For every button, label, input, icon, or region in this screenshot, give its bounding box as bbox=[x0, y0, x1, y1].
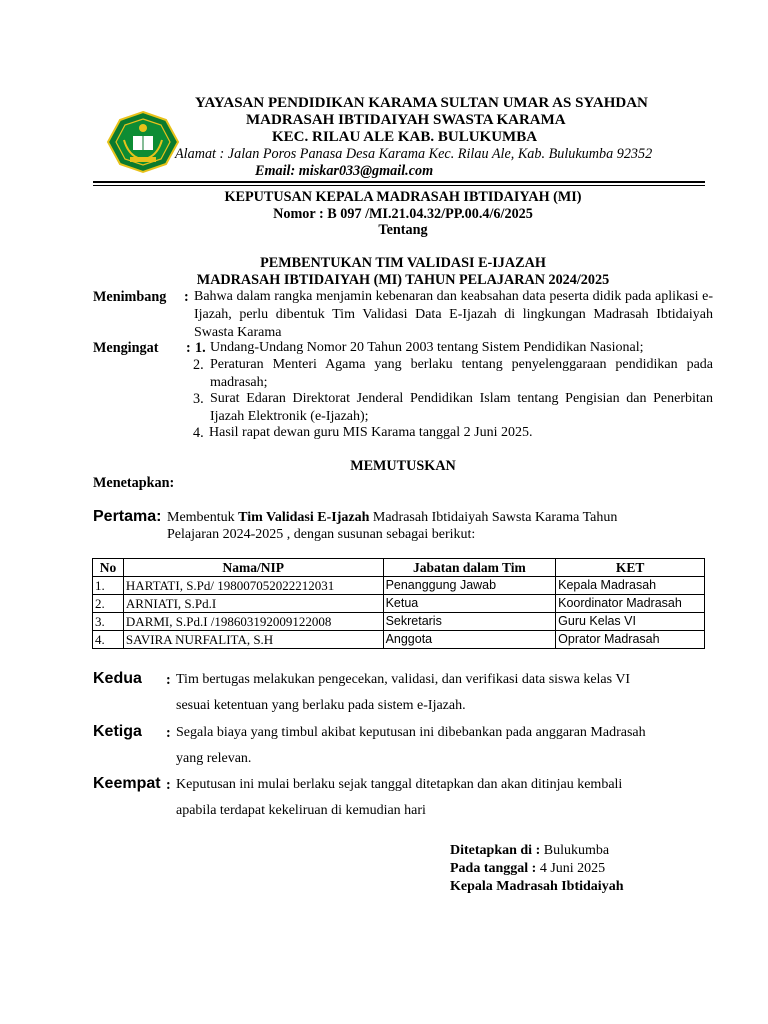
madrasah-name: MADRASAH IBTIDAIYAH SWASTA KARAMA bbox=[246, 112, 566, 128]
cell-no: 3. bbox=[93, 613, 124, 631]
pertama-line-1 bbox=[167, 510, 617, 526]
decree-subject-1: PEMBENTUKAN TIM VALIDASI E-IJAZAH bbox=[260, 255, 546, 271]
mengingat-label: Mengingat bbox=[93, 340, 159, 356]
cell-no: 1. bbox=[93, 577, 124, 595]
pertama-post: Madrasah Ibtidaiyah Sawsta Karama Tahun bbox=[372, 510, 618, 525]
keempat-line-1: Keputusan ini mulai berlaku sejak tanggal ditetapkan dan akan ditinjau kembali bbox=[176, 777, 623, 792]
district-name: KEC. RILAU ALE KAB. BULUKUMBA bbox=[272, 129, 538, 145]
table-row bbox=[93, 631, 705, 649]
header-rule-thick bbox=[93, 181, 705, 183]
ditetapkan-value: Bulukumba bbox=[543, 843, 610, 858]
cell-jabatan: Sekretaris bbox=[383, 613, 556, 631]
mengingat-item-2: Peraturan Menteri Agama yang berlaku tentang penyelenggaraan pendidikan pada madrasah; bbox=[210, 357, 713, 390]
kedua-line-2: sesuai ketentuan yang berlaku pada sistem e-Ijazah. bbox=[176, 698, 466, 713]
decree-number: Nomor : B 097 /MI.21.04.32/PP.00.4/6/2025 bbox=[273, 206, 533, 222]
cell-ket: Kepala Madrasah bbox=[556, 577, 705, 595]
signatory-position: Kepala Madrasah Ibtidaiyah bbox=[450, 879, 624, 894]
mengingat-num-4: 4. bbox=[193, 425, 204, 441]
cell-ket: Guru Kelas VI bbox=[556, 613, 705, 631]
members-table bbox=[92, 558, 705, 649]
pertama-bold: Tim Validasi E-Ijazah bbox=[238, 510, 370, 525]
memutuskan-heading: MEMUTUSKAN bbox=[350, 458, 456, 474]
tanggal-label: Pada tanggal : bbox=[450, 861, 537, 876]
table-header-row bbox=[93, 559, 705, 577]
ditetapkan-line bbox=[450, 843, 609, 859]
pertama-pre: Membentuk bbox=[167, 510, 235, 525]
email-line: Email: miskar033@gmail.com bbox=[255, 163, 434, 179]
cell-ket: Oprator Madrasah bbox=[556, 631, 705, 649]
kedua-label: Kedua bbox=[93, 670, 142, 687]
table-row bbox=[93, 577, 705, 595]
mengingat-num-1: 1. bbox=[195, 340, 206, 356]
mengingat-colon: : bbox=[186, 340, 191, 356]
keempat-colon: : bbox=[166, 777, 171, 793]
cell-nama: DARMI, S.Pd.I /198603192009122008 bbox=[123, 613, 383, 631]
mengingat-num-2: 2. bbox=[193, 357, 204, 373]
cell-ket: Koordinator Madrasah bbox=[556, 595, 705, 613]
menimbang-text: Bahwa dalam rangka menjamin kebenaran dan keabsahan data peserta didik pada aplikasi e-Ijazah, perlu dibentuk Tim Validasi Data E-Ijazah di lingkungan Madrasah Ibtidaiyah Swasta Karama bbox=[194, 289, 713, 340]
mengingat-item-3: Surat Edaran Direktorat Jenderal Pendidikan Islam tentang Pengisian dan Penerbitan Ijazah Elektronik (e-Ijazah); bbox=[210, 391, 713, 424]
col-header-nama: Nama/NIP bbox=[123, 559, 383, 577]
cell-nama: HARTATI, S.Pd/ 198007052022212031 bbox=[123, 577, 383, 595]
cell-jabatan: Penanggung Jawab bbox=[383, 577, 556, 595]
cell-jabatan: Ketua bbox=[383, 595, 556, 613]
cell-no: 4. bbox=[93, 631, 124, 649]
mengingat-num-3: 3. bbox=[193, 391, 204, 407]
mengingat-item-4: Hasil rapat dewan guru MIS Karama tanggal 2 Juni 2025. bbox=[209, 425, 533, 440]
ketiga-line-2: yang relevan. bbox=[176, 751, 252, 766]
keempat-line-2: apabila terdapat kekeliruan di kemudian hari bbox=[176, 803, 426, 818]
ketiga-label: Ketiga bbox=[93, 723, 142, 740]
cell-no: 2. bbox=[93, 595, 124, 613]
col-header-ket: KET bbox=[556, 559, 705, 577]
tanggal-value: 4 Juni 2025 bbox=[539, 861, 606, 876]
pertama-line-2: Pelajaran 2024-2025 , dengan susunan sebagai berikut: bbox=[167, 527, 476, 542]
kedua-colon: : bbox=[166, 672, 171, 688]
address-line: Alamat : Jalan Poros Panasa Desa Karama Kec. Rilau Ale, Kab. Bulukumba 92352 bbox=[175, 146, 653, 162]
col-header-no: No bbox=[93, 559, 124, 577]
kedua-line-1: Tim bertugas melakukan pengecekan, validasi, dan verifikasi data siswa kelas VI bbox=[176, 672, 631, 687]
ditetapkan-label: Ditetapkan di : bbox=[450, 843, 541, 858]
cell-nama: ARNIATI, S.Pd.I bbox=[123, 595, 383, 613]
menimbang-colon: : bbox=[184, 289, 189, 305]
table-row bbox=[93, 613, 705, 631]
menimbang-label: Menimbang bbox=[93, 289, 167, 305]
col-header-jabatan: Jabatan dalam Tim bbox=[383, 559, 556, 577]
mengingat-item-1: Undang-Undang Nomor 20 Tahun 2003 tentang Sistem Pendidikan Nasional; bbox=[210, 340, 644, 355]
foundation-name: YAYASAN PENDIDIKAN KARAMA SULTAN UMAR AS SYAHDAN bbox=[195, 95, 648, 111]
decree-subject-2: MADRASAH IBTIDAIYAH (MI) TAHUN PELAJARAN 2024/2025 bbox=[196, 272, 610, 288]
menetapkan-label: Menetapkan: bbox=[93, 475, 175, 491]
cell-nama: SAVIRA NURFALITA, S.H bbox=[123, 631, 383, 649]
madrasah-logo bbox=[106, 110, 180, 174]
ketiga-colon: : bbox=[166, 725, 171, 741]
pertama-label: Pertama: bbox=[93, 508, 162, 525]
tanggal-line bbox=[450, 861, 605, 877]
decree-title: KEPUTUSAN KEPALA MADRASAH IBTIDAIYAH (MI) bbox=[224, 189, 582, 205]
cell-jabatan: Anggota bbox=[383, 631, 556, 649]
decree-tentang: Tentang bbox=[378, 222, 428, 238]
header-rule-thin bbox=[93, 185, 705, 186]
keempat-label: Keempat bbox=[93, 775, 161, 792]
ketiga-line-1: Segala biaya yang timbul akibat keputusan ini dibebankan pada anggaran Madrasah bbox=[176, 725, 646, 740]
table-row bbox=[93, 595, 705, 613]
